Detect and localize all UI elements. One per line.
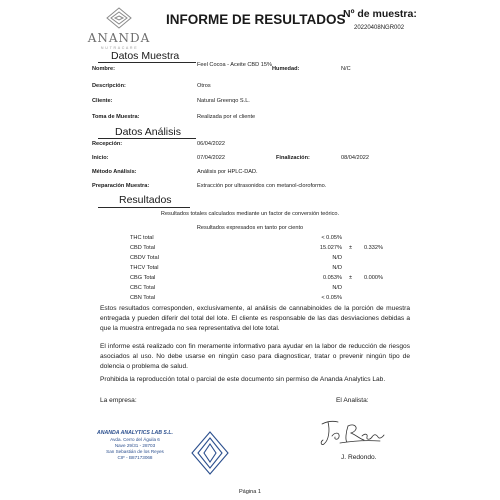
stamp-address-line2: Nave 29/31 - 28703	[114, 443, 156, 448]
name-value: Feel Cocoa - Aceite CBD 15%	[197, 62, 272, 68]
cannabinoid-name: THC total	[130, 235, 154, 241]
uncertainty-value: 0.000%	[364, 275, 383, 281]
cannabinoid-name: CBD Total	[130, 245, 156, 251]
analyst-label: El Analista:	[336, 397, 369, 404]
brand-name: ANANDA	[87, 31, 151, 45]
company-label: La empresa:	[100, 397, 137, 404]
cannabinoid-value: N/D	[332, 285, 342, 291]
method-label: Método Análisis:	[92, 169, 137, 175]
analyst-signature	[318, 412, 388, 452]
reception-label: Recepción:	[92, 141, 123, 147]
client-value: Natural Greenqo S.L.	[197, 98, 250, 104]
sampling-label: Toma de Muestra:	[92, 114, 140, 120]
stamp-logo	[190, 430, 230, 476]
preparation-label: Preparación Muestra:	[92, 183, 150, 189]
disclaimer-paragraph: Estos resultados corresponden, exclusivamente, al análisis de cannabinoides de la porción de muestra entregada y pueden diferir del total del lote. El cliente es responsable de las das desviaciones debidas a que la muestra entregada no sea representativa del lote total.	[100, 305, 410, 332]
page-number: Página 1	[238, 489, 262, 495]
diamond-logo-icon	[190, 430, 230, 476]
stamp-cif: CIF - B87173068	[117, 455, 153, 460]
uncertainty-sign: ±	[349, 275, 353, 281]
lotus-logo-icon	[84, 6, 154, 30]
cannabinoid-value: < 0.05%	[321, 295, 342, 301]
method-value: Análisis por HPLC-DAD.	[197, 169, 258, 175]
analysis-section-title: Datos Análisis	[115, 126, 181, 138]
reception-value: 06/04/2022	[197, 141, 225, 147]
end-value: 08/04/2022	[341, 155, 369, 161]
handwritten-signature-icon	[318, 412, 388, 452]
results-section-underline	[98, 207, 190, 208]
table-row	[130, 276, 390, 286]
start-label: Inicio:	[92, 155, 109, 161]
table-row	[130, 246, 390, 256]
cannabinoid-name: CBDV Total	[130, 255, 159, 261]
cannabinoid-value: < 0.05%	[321, 235, 342, 241]
report-title: INFORME DE RESULTADOS	[166, 12, 346, 27]
humidity-value: N/C	[341, 66, 351, 72]
uncertainty-sign: ±	[349, 245, 353, 251]
description-value: Otros	[197, 83, 211, 89]
stamp-address-line3: San Sebastián de los Reyes	[106, 449, 164, 454]
sample-section-underline	[98, 62, 196, 63]
preparation-value: Extracción por ultrasonidos con metanol-cloroformo.	[197, 183, 327, 189]
end-label: Finalización:	[276, 155, 310, 161]
table-row	[130, 256, 390, 266]
cannabinoid-value: 0.053%	[323, 275, 342, 281]
table-row	[130, 286, 390, 296]
stamp-company-name: ANANDA ANALYTICS LAB S.L.	[97, 430, 173, 436]
cannabinoid-name: CBG Total	[130, 275, 156, 281]
client-label: Cliente:	[92, 98, 113, 104]
stamp-address-line1: Avda. Cerro del Águila 6	[110, 437, 160, 442]
cannabinoid-value: 15.027%	[319, 245, 342, 251]
results-note-conversion: Resultados totales calculados mediante un factor de conversión teórico.	[160, 211, 340, 217]
results-note-units: Resultados expresados en tanto por ciento	[196, 225, 304, 231]
sample-section-title: Datos Muestra	[111, 50, 180, 62]
brand-logo	[84, 6, 154, 50]
start-value: 07/04/2022	[197, 155, 225, 161]
sampling-value: Realizada por el cliente	[197, 114, 256, 120]
cannabinoid-name: THCV Total	[130, 265, 159, 271]
sample-number-label: Nº de muestra:	[343, 8, 417, 20]
brand-subtitle: N U T R A C A R E	[100, 46, 138, 50]
sample-number-value: 20220408NGR002	[354, 25, 405, 31]
humidity-label: Humedad:	[272, 66, 300, 72]
analyst-name: J. Redondo.	[341, 454, 377, 461]
informative-paragraph: El informe está realizado con fin meramente informativo para ayudar en la labor de reducción de riesgos asociados al uso. No debe usarse en ningún caso para diagnosticar, tratar o prevenir ningún tipo de dolencia o problema de salud.	[100, 343, 410, 370]
copyright-paragraph: Prohibida la reproducción total o parcial de este documento sin permiso de Ananda Analytics Lab.	[100, 376, 386, 383]
company-stamp	[80, 430, 190, 474]
cannabinoid-value: N/D	[332, 255, 342, 261]
cannabinoid-value: N/D	[332, 265, 342, 271]
uncertainty-value: 0.332%	[364, 245, 383, 251]
results-section-title: Resultados	[119, 194, 172, 206]
description-label: Descripción:	[92, 83, 126, 89]
analysis-section-underline	[98, 138, 196, 139]
cannabinoid-name: CBN Total	[130, 295, 156, 301]
cannabinoid-name: CBC Total	[130, 285, 156, 291]
name-label: Nombre:	[92, 66, 115, 72]
